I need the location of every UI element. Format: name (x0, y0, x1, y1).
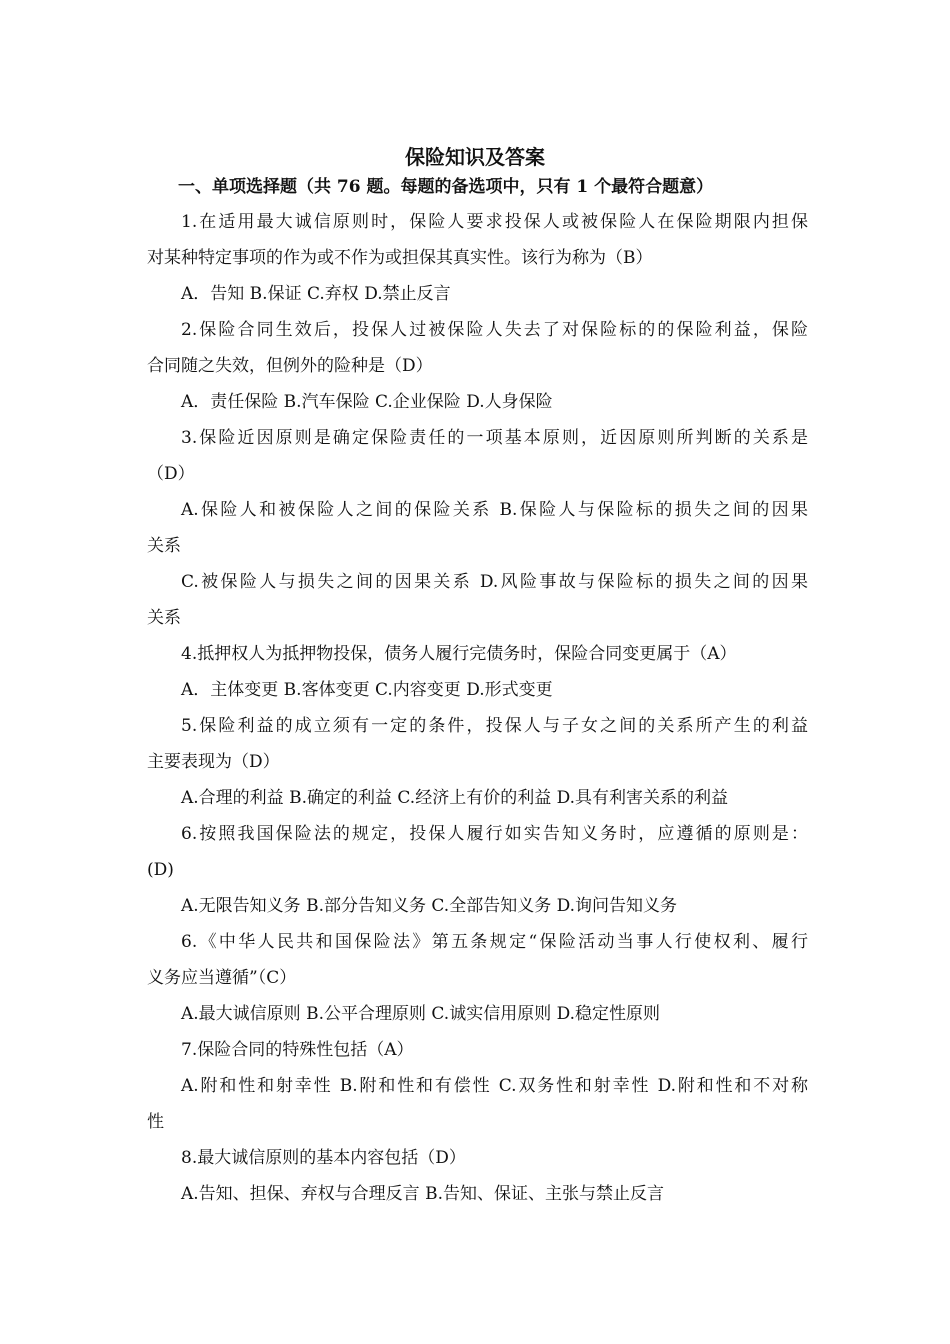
text-line: 义务应当遵循”（C） (147, 968, 297, 988)
text-line: 合同随之失效，但例外的险种是（D） (147, 356, 433, 376)
text-line: A.附和性和射幸性 B.附和性和有偿性 C.双务性和射幸性 D.附和性和不对称 (181, 1076, 808, 1096)
text-line: （D） (147, 464, 195, 484)
text-line: A．责任保险 B.汽车保险 C.企业保险 D.人身保险 (181, 392, 553, 412)
text-line: 关系 (147, 536, 181, 556)
text-line: 1.在适用最大诚信原则时，保险人要求投保人或被保险人在保险期限内担保 (181, 212, 808, 232)
section-heading: 一、单项选择题（共 76 题。每题的备选项中，只有 1 个最符合题意） (178, 177, 714, 197)
text-line: 对某种特定事项的作为或不作为或担保其真实性。该行为称为（B） (147, 248, 653, 268)
text-line: 5.保险利益的成立须有一定的条件，投保人与子女之间的关系所产生的利益 (181, 716, 808, 736)
text-line: A.告知、担保、弃权与合理反言 B.告知、保证、主张与禁止反言 (181, 1184, 664, 1204)
text-line: A.保险人和被保险人之间的保险关系 B.保险人与保险标的损失之间的因果 (181, 500, 808, 520)
text-line: A．告知 B.保证 C.弃权 D.禁止反言 (181, 284, 451, 304)
text-line: 3.保险近因原则是确定保险责任的一项基本原则，近因原则所判断的关系是 (181, 428, 808, 448)
text-line: C.被保险人与损失之间的因果关系 D.风险事故与保险标的损失之间的因果 (181, 572, 808, 592)
document-body (147, 204, 808, 1212)
text-line: 性 (147, 1112, 164, 1132)
text-line: A.无限告知义务 B.部分告知义务 C.全部告知义务 D.询问告知义务 (181, 896, 678, 916)
text-line: A.合理的利益 B.确定的利益 C.经济上有价的利益 D.具有利害关系的利益 (181, 788, 729, 808)
text-line: (D) (147, 860, 174, 880)
text-line: 4.抵押权人为抵押物投保，债务人履行完债务时，保险合同变更属于（A） (181, 644, 737, 664)
text-line: 6.按照我国保险法的规定，投保人履行如实告知义务时，应遵循的原则是： (181, 824, 808, 844)
document-title: 保险知识及答案 (405, 145, 545, 169)
text-line: 8.最大诚信原则的基本内容包括（D） (181, 1148, 466, 1168)
text-line: 2.保险合同生效后，投保人过被保险人失去了对保险标的的保险利益，保险 (181, 320, 808, 340)
text-line: 关系 (147, 608, 181, 628)
text-line: 6.《中华人民共和国保险法》第五条规定“保险活动当事人行使权利、履行 (181, 932, 808, 952)
text-line: A.最大诚信原则 B.公平合理原则 C.诚实信用原则 D.稳定性原则 (181, 1004, 661, 1024)
text-line: 主要表现为（D） (147, 752, 280, 772)
text-line: A．主体变更 B.客体变更 C.内容变更 D.形式变更 (181, 680, 553, 700)
text-line: 7.保险合同的特殊性包括（A） (181, 1040, 414, 1060)
